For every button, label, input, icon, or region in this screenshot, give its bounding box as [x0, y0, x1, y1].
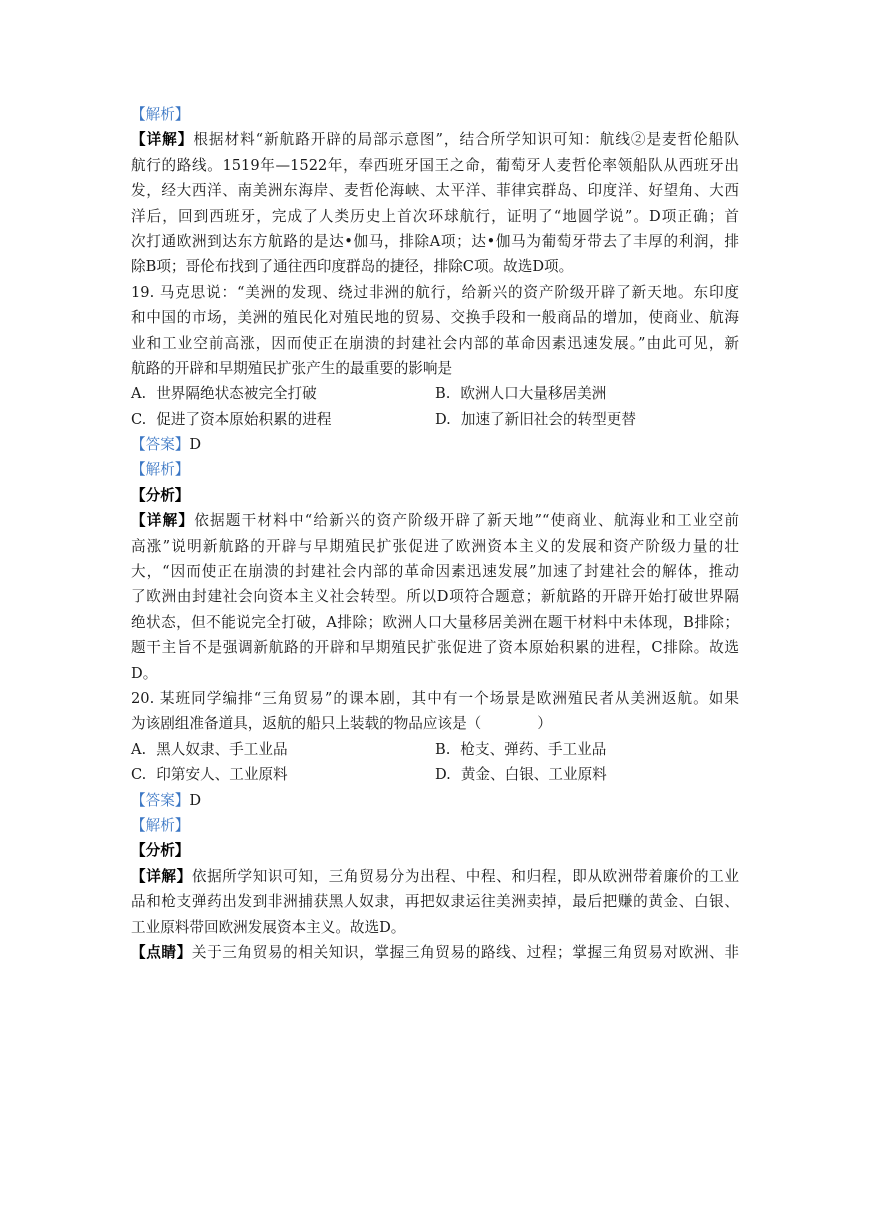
q20-options-row-1 — [131, 737, 739, 762]
q20-stem-line-2: 为该剧组准备道具，返航的船只上装载的物品应该是（ ） — [131, 715, 552, 733]
q20-fenxi-heading: 【分析】 — [131, 842, 190, 860]
q20-option-a: A. 黑人奴隶、手工业品 — [131, 740, 288, 758]
q18-detail-line-4: 洋后，回到西班牙，完成了人类历史上首次环球航行，证明了“地圆学说”。D项正确；首 — [131, 207, 739, 225]
document-content — [131, 102, 739, 965]
q20-option-c: C. 印第安人、工业原料 — [131, 766, 288, 784]
q20-option-d: D. 黄金、白银、工业原料 — [435, 766, 607, 784]
q19-options-row-1 — [131, 381, 739, 406]
q20-options-row-2 — [131, 762, 739, 787]
q19-detail-line-1: 【详解】依据题干材料中“给新兴的资产阶级开辟了新天地”“使商业、航海业和工业空前 — [131, 512, 739, 530]
q18-detail-line-1: 【详解】根据材料“新航路开辟的局部示意图”，结合所学知识可知：航线②是麦哲伦船队 — [131, 131, 739, 149]
q19-option-d: D. 加速了新旧社会的转型更替 — [435, 410, 636, 428]
q19-detail-line-4: 了欧洲由封建社会向资本主义社会转型。所以D项符合题意；新航路的开辟开始打破世界隔 — [131, 588, 739, 606]
q20-detail-line-3: 工业原料带回欧洲发展资本主义。故选D。 — [131, 918, 406, 936]
q18-detail-line-6: 除B项；哥伦布找到了通往西印度群岛的捷径，排除C项。故选D项。 — [131, 258, 574, 276]
q19-options-row-2 — [131, 407, 739, 432]
q18-detail-line-5: 次打通欧洲到达东方航路的是达•伽马，排除A项；达•伽马为葡萄牙带去了丰厚的利润，排 — [131, 232, 739, 250]
q19-option-a: A. 世界隔绝状态被完全打破 — [131, 385, 317, 403]
q20-answer: 【答案】D — [131, 791, 202, 809]
q19-option-b: B. 欧洲人口大量移居美洲 — [435, 385, 607, 403]
q18-detail-line-3: 发，经大西洋、南美洲东海岸、麦哲伦海峡、太平洋、菲律宾群岛、印度洋、好望角、大西 — [131, 182, 739, 200]
q20-detail-line-2: 品和枪支弹药出发到非洲捕获黑人奴隶，再把奴隶运往美洲卖掉，最后把赚的黄金、白银、 — [131, 893, 739, 911]
q19-fenxi-heading: 【分析】 — [131, 486, 190, 504]
analysis-tag: 【解析】 — [131, 106, 190, 123]
q20-option-b: B. 枪支、弹药、手工业品 — [435, 740, 607, 758]
q18-analysis-heading — [131, 102, 739, 127]
q19-stem-line-4: 航路的开辟和早期殖民扩张产生的最重要的影响是 — [131, 359, 453, 377]
detail-tag: 【详解】 — [131, 131, 194, 149]
q20-dianjing-line: 【点睛】关于三角贸易的相关知识，掌握三角贸易的路线、过程；掌握三角贸易对欧洲、非 — [131, 943, 739, 961]
q19-detail-line-2: 高涨”说明新航路的开辟与早期殖民扩张促进了欧洲资本主义的发展和资产阶级力量的壮 — [131, 537, 739, 555]
q18-detail-line-2: 航行的路线。1519年—1522年，奉西班牙国王之命，葡萄牙人麦哲伦率领船队从西班牙出 — [131, 156, 739, 174]
q19-stem-line-2: 和中国的市场，美洲的殖民化对殖民地的贸易、交换手段和一般商品的增加，使商业、航海 — [131, 309, 739, 327]
q19-detail-line-3: 大，“因而使正在崩溃的封建社会内部的革命因素迅速发展”加速了封建社会的解体，推动 — [131, 563, 739, 581]
q20-detail-line-1: 【详解】依据所学知识可知，三角贸易分为出程、中程、和归程，即从欧洲带着廉价的工业 — [131, 867, 739, 885]
q19-answer: 【答案】D — [131, 436, 202, 454]
q19-stem-line-1: 19. 马克思说：“美洲的发现、绕过非洲的航行，给新兴的资产阶级开辟了新天地。东印度 — [131, 283, 739, 301]
q20-analysis-heading: 【解析】 — [131, 816, 190, 834]
q19-detail-line-6: 题干主旨不是强调新航路的开辟和早期殖民扩张促进了资本原始积累的进程，C排除。故选 — [131, 639, 739, 657]
q19-detail-line-5: 绝状态，但不能说完全打破，A排除；欧洲人口大量移居美洲在题干材料中未体现，B排除； — [131, 613, 739, 631]
q20-stem-line-1: 20. 某班同学编排“三角贸易”的课本剧，其中有一个场景是欧洲殖民者从美洲返航。如果 — [131, 689, 739, 707]
q19-detail-line-7: D。 — [131, 664, 158, 682]
q19-stem-line-3: 业和工业空前高涨，因而使正在崩溃的封建社会内部的革命因素迅速发展。”由此可见，新 — [131, 334, 739, 352]
q19-analysis-heading: 【解析】 — [131, 461, 190, 479]
q19-option-c: C. 促进了资本原始积累的进程 — [131, 410, 332, 428]
